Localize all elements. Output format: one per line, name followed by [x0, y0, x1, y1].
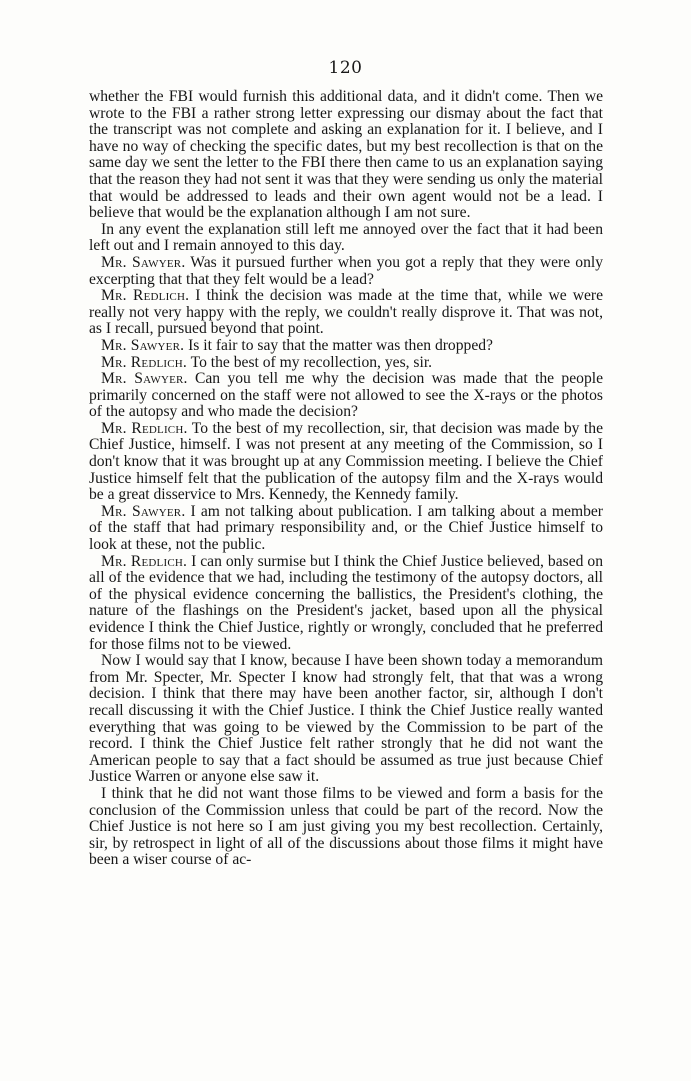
paragraph	[89, 786, 603, 869]
paragraph	[89, 504, 603, 554]
speaker-name: Mr. Sawyer.	[101, 336, 185, 354]
paragraph	[89, 222, 603, 255]
speaker-name: Mr. Sawyer.	[101, 502, 186, 520]
paragraph	[89, 421, 603, 504]
speaker-name: Mr. Sawyer.	[101, 370, 188, 388]
paragraph-text: To the best of my recollection, yes, sir.	[187, 353, 433, 371]
speaker-name: Mr. Redlich.	[101, 287, 190, 305]
paragraph	[89, 653, 603, 786]
paragraph-text: Was it pursued further when you got a reply that they were only excerpting that that they felt would be a lead?	[89, 253, 604, 288]
paragraph	[89, 255, 603, 288]
paragraph-text: I think the decision was made at the time that, while we were really not very happy with the reply, we couldn't really disprove it. That was not, as I recall, pursued beyond that point.	[89, 287, 604, 338]
paragraph-text: Can you tell me why the decision was made that the people primarily concerned on the staff were not allowed to see the X-rays or the photos of the autopsy and who made the decision?	[89, 370, 603, 421]
paragraph-text: I am not talking about publication. I am talking about a member of the staff that had primary responsibility and, or the Chief Justice himself to look at these, not the public.	[89, 502, 603, 554]
paragraph	[89, 288, 603, 338]
transcript-body	[89, 89, 603, 869]
paragraph	[89, 371, 603, 421]
page-number: 120	[328, 58, 363, 78]
paragraph	[89, 89, 603, 222]
paragraph-text: I can only surmise but I think the Chief Justice believed, based on all of the evidence that we had, including the testimony of the autopsy doctors, all of the physical evidence concerning the ballistics, the President's clothing, the nature of the flashings on the President's jacket, based upon all the physical evidence I think the Chief Justice, rightly or wrongly, concluded that he preferred for those films not to be viewed.	[89, 552, 603, 653]
paragraph-text: I think that he did not want those films to be viewed and form a basis for the conclusion of the Commission unless that could be part of the record. Now the Chief Justice is not here so I am just giving you my best recollection. Certainly, sir, by retrospect in light of all of the discussions about those films it might have been a wiser course of ac-	[89, 784, 603, 869]
paragraph-text: Now I would say that I know, because I have been shown today a memorandum from Mr. Specter, Mr. Specter I know had strongly felt, that that was a wrong decision. I think that there may have been another factor, sir, although I don't recall discussing it with the Chief Justice. I think the Chief Justice really wanted everything that was going to be viewed by the Commission to be part of the record. I think the Chief Justice felt rather strongly that he did not want the American people to say that a fact should be assumed as true just because Chief Justice Warren or anyone else saw it.	[89, 652, 603, 786]
paragraph-text: In any event the explanation still left me annoyed over the fact that it had been left out and I remain annoyed to this day.	[89, 220, 603, 255]
paragraph-text: To the best of my recollection, sir, that decision was made by the Chief Justice, himself. I was not present at any meeting of the Commission, so I don't know that it was brought up at any Commission meeting. I believe the Chief Justice himself felt that the publication of the autopsy film and the X-rays would be a great disservice to Mrs. Kennedy, the Kennedy family.	[89, 419, 603, 504]
paragraph-text: Is it fair to say that the matter was then dropped?	[184, 336, 493, 354]
speaker-name: Mr. Redlich.	[101, 419, 188, 437]
paragraph-text: whether the FBI would furnish this additional data, and it didn't come. Then we wrote to the FBI a rather strong letter expressing our dismay about the fact that the transcript was not complete and asking an explanation for it. I believe, and I have no way of checking the specific dates, but my best recollection is that on the same day we sent the letter to the FBI there then came to us an explanation saying that the reason they had not sent it was that they were sending us only the material that would be addressed to leads and their own agent would not be a lead. I believe that would be the explanation although I am not sure.	[89, 88, 603, 222]
paragraph	[89, 355, 603, 372]
speaker-name: Mr. Sawyer.	[101, 253, 186, 271]
speaker-name: Mr. Redlich.	[101, 552, 188, 570]
paragraph	[89, 338, 603, 355]
speaker-name: Mr. Redlich.	[101, 353, 188, 371]
paragraph	[89, 554, 603, 654]
